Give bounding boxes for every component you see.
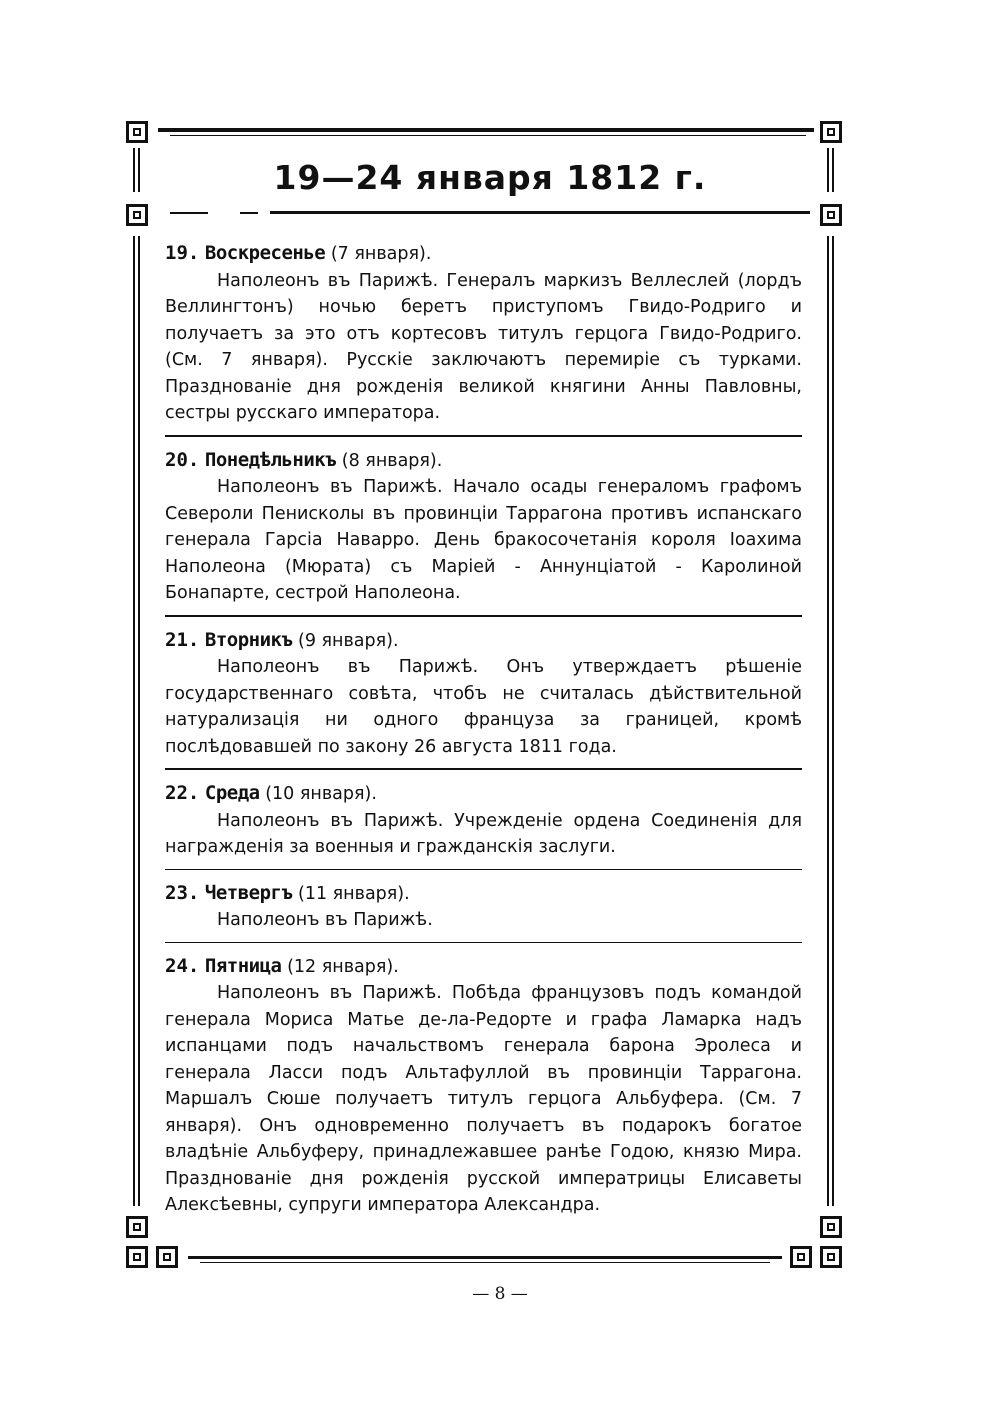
frame-bottom-rule-thin	[200, 1262, 770, 1263]
entry-old-style-date: (8 января).	[341, 450, 443, 471]
entry-weekday: Понедѣльникъ	[204, 448, 337, 471]
calendar-entry	[165, 880, 802, 934]
entry-text: Наполеонъ въ Парижѣ. Генералъ маркизъ Веллеслей (лордъ Веллингтонъ) ночью беретъ приступомъ Гвидо-Родриго и получаетъ за это отъ кортесовъ титулъ герцога Гвидо-Родриго. (См. 7 января). Русскіе заключаютъ перемиріе съ турками. Празднованіе дня рожденія великой княгини Анны Павловны, сестры русскаго императора.	[165, 270, 802, 423]
frame-square-ornament	[156, 1246, 178, 1268]
title-underline-rule	[270, 211, 810, 214]
entry-weekday: Пятница	[204, 954, 282, 977]
entry-date-number: 21.	[165, 628, 200, 651]
frame-square-ornament	[126, 1216, 148, 1238]
entry-separator	[165, 942, 802, 943]
frame-square-ornament	[126, 121, 148, 143]
entry-text: Наполеонъ въ Парижѣ. Побѣда французовъ подъ командой генерала Мориса Матье де-ла-Редорте и графа Ламарка надъ испанцами подъ начальствомъ генерала барона Эролеса и генерала Ласси подъ Альтафуллой въ провинціи Таррагона. Маршалъ Сюше получаетъ титулъ герцога Альбуфера. (См. 7 января). Онъ одновременно получаетъ въ подарокъ богатое владѣніе Альбуферу, принадлежавшее ранѣе Годою, князю Мира. Празднованіе дня рожденія русской императрицы Елисаветы Алексѣевны, супруги императора Александра.	[165, 983, 802, 1215]
entry-separator	[165, 615, 802, 617]
page-number: — 8 —	[472, 1284, 528, 1304]
entry-date-number: 22.	[165, 782, 200, 804]
frame-vertical-bar	[133, 148, 140, 192]
title-underline-dash	[170, 212, 208, 214]
entry-text: Наполеонъ въ Парижѣ. Учрежденіе ордена Соединенія для награжденія за военныя и гражданскія заслуги.	[165, 810, 802, 857]
frame-square-ornament	[790, 1246, 812, 1268]
entry-separator	[165, 869, 802, 870]
calendar-entry	[165, 447, 802, 607]
entry-heading	[165, 447, 802, 475]
frame-square-ornament	[126, 1246, 148, 1268]
entry-heading	[165, 880, 802, 908]
entry-heading	[165, 627, 802, 655]
frame-square-ornament	[820, 1246, 842, 1268]
entry-weekday: Четвергъ	[204, 881, 293, 904]
entry-old-style-date: (7 января).	[330, 244, 432, 264]
calendar-entries	[165, 240, 802, 1219]
entry-old-style-date: (11 января).	[298, 883, 410, 904]
frame-vertical-bar	[827, 236, 834, 1206]
frame-vertical-bar	[133, 236, 140, 1206]
entry-old-style-date: (9 января).	[298, 630, 399, 651]
entry-weekday: Воскресенье	[204, 242, 326, 264]
entry-weekday: Среда	[204, 782, 260, 804]
frame-square-ornament	[820, 1216, 842, 1238]
frame-vertical-bar	[827, 148, 834, 192]
entry-heading	[165, 953, 802, 981]
entry-text: Наполеонъ въ Парижѣ. Онъ утверждаетъ рѣшеніе государственнаго совѣта, чтобъ не считалась дѣйствительной натурализація ни одного француза за границей, кромѣ послѣдовавшей по закону 26 августа 1811 года.	[165, 657, 802, 757]
entry-old-style-date: (12 января).	[287, 956, 399, 977]
entry-date-number: 19.	[165, 242, 200, 264]
entry-text: Наполеонъ въ Парижѣ.	[217, 910, 433, 930]
frame-top-rule	[158, 128, 814, 132]
frame-square-ornament	[820, 204, 842, 226]
frame-square-ornament	[820, 121, 842, 143]
entry-heading	[165, 780, 802, 808]
entry-date-number: 20.	[165, 448, 200, 471]
calendar-entry	[165, 953, 802, 1219]
calendar-entry	[165, 240, 802, 427]
entry-text: Наполеонъ въ Парижѣ. Начало осады генераломъ графомъ Североли Пенисколы въ провинціи Таррагона противъ испанскаго генерала Гарсіа Наварро. День бракосочетанія короля Іоахима Наполеона (Мюрата) съ Маріей - Аннунціатой - Каролиной Бонапарте, сестрой Наполеона.	[165, 477, 802, 603]
entry-date-number: 23.	[165, 881, 200, 904]
calendar-entry	[165, 780, 802, 861]
title-underline-dash	[240, 212, 258, 214]
entry-separator	[165, 435, 802, 437]
entry-date-number: 24.	[165, 954, 200, 977]
page-title: 19—24 января 1812 г.	[273, 158, 707, 197]
frame-square-ornament	[126, 204, 148, 226]
entry-old-style-date: (10 января).	[265, 784, 377, 804]
calendar-entry	[165, 627, 802, 761]
frame-bottom-rule	[188, 1256, 782, 1259]
entry-weekday: Вторникъ	[204, 628, 293, 651]
frame-top-rule-thin	[170, 135, 806, 136]
entry-heading	[165, 240, 802, 268]
entry-separator	[165, 768, 802, 770]
